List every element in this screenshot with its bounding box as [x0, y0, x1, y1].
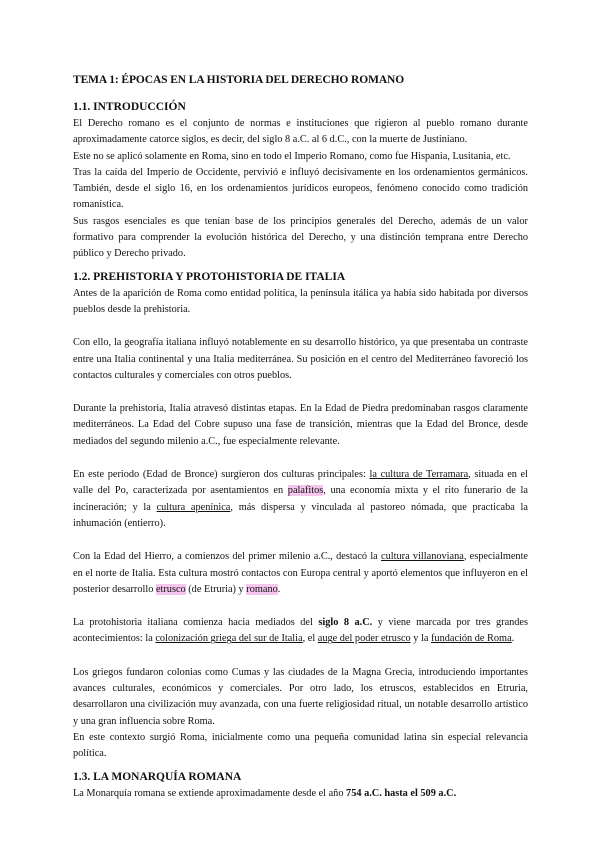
underlined-term: cultura apenínica	[156, 501, 231, 513]
section-heading-introduccion: 1.1. INTRODUCCIÓN	[73, 101, 186, 113]
paragraph: En este periodo (Edad de Bronce) surgieron dos culturas principales: la cultura de Terramara, situada en el valle del Po, caracterizada por asentamientos en palafitos, una economía mixta y el rito funerario de la incineración; y la cultura apenínica, más dispersa y vinculada al pastoreo nómada, que practicaba la inhumación (entierro).	[73, 469, 528, 529]
section-heading-prehistoria: 1.2. PREHISTORIA Y PROTOHISTORIA DE ITALIA	[73, 270, 346, 283]
bold-term: 754 a.C. hasta el 509 a.C.	[346, 787, 457, 799]
paragraph: Este no se aplicó solamente en Roma, sino en todo el Imperio Romano, como fue Hispania, Lusitania, etc.	[73, 150, 511, 162]
highlighted-term: romano	[246, 583, 278, 595]
underlined-term: cultura villanoviana	[381, 551, 464, 563]
paragraph: La protohistoria italiana comienza hacia mediados del siglo 8 a.C. y viene marcada por tres grandes acontecimientos: la colonización griega del sur de Italia, el auge del poder etrusco y la fundación de Roma.	[73, 617, 529, 645]
paragraph: Antes de la aparición de Roma como entidad política, la península itálica ya había sido habitada por diversos pueblos desde la prehistoria.	[73, 287, 528, 315]
highlighted-term: etrusco	[155, 583, 186, 595]
bold-term: siglo 8 a.C.	[318, 617, 373, 629]
paragraph: Tras la caída del Imperio de Occidente, pervivió e influyó decisivamente en los ordenamientos germánicos. También, desde el siglo 16, en los ordenamientos jurídicos europeos, fenómeno conocido como tradición romanística.	[73, 166, 528, 211]
document-body	[73, 74, 528, 802]
underlined-term: auge del poder etrusco	[317, 633, 411, 645]
paragraph: Con la Edad del Hierro, a comienzos del primer milenio a.C., destacó la cultura villanoviana, especialmente en el norte de Italia. Esta cultura mostró contactos con Europa central y aportó elementos que influyeron en el posterior desarrollo etrusco (de Etruria) y romano.	[73, 551, 529, 595]
document-title: TEMA 1: ÉPOCAS EN LA HISTORIA DEL DERECHO ROMANO	[73, 74, 405, 86]
underlined-term: la cultura de Terramara	[369, 469, 469, 481]
paragraph: Sus rasgos esenciales es que tenían base de los principios generales del Derecho, además de un valor formativo para comprender la evolución histórica del Derecho, y una distinción temprana entre Derecho público y Derecho privado.	[73, 215, 528, 260]
paragraph: La Monarquía romana se extiende aproximadamente desde el año 754 a.C. hasta el 509 a.C.	[73, 787, 457, 799]
paragraph: Con ello, la geografía italiana influyó notablemente en su desarrollo histórico, ya que presentaba un contraste entre una Italia continental y una Italia mediterránea. Su posición en el centro del Mediterráneo favoreció los contactos culturales y comerciales con otros pueblos.	[73, 337, 528, 381]
underlined-term: fundación de Roma	[431, 633, 512, 645]
underlined-term: colonización griega del sur de Italia	[155, 633, 303, 645]
paragraph: En este contexto surgió Roma, inicialmente como una pequeña comunidad latina sin especial relevancia política.	[73, 731, 528, 760]
highlighted-term: palafitos	[287, 485, 324, 497]
paragraph: El Derecho romano es el conjunto de normas e instituciones que rigieron al pueblo romano durante aproximadamente catorce siglos, es decir, del siglo 8 a.C. al 6 d.C., con la muerte de Justiniano.	[73, 118, 528, 146]
paragraph: Durante la prehistoria, Italia atravesó distintas etapas. En la Edad de Piedra predominaban rasgos claramente mediterráneos. La Edad del Cobre supuso una fase de transición, mientras que la Edad del Bronce, desde mediados del segundo milenio a.C., fue especialmente relevante.	[73, 403, 528, 447]
paragraph: Los griegos fundaron colonias como Cumas y las ciudades de la Magna Grecia, introduciendo importantes avances culturales, económicos y comerciales. Por otro lado, los etruscos, establecidos en Etruria, desarrollaron una civilización muy avanzada, con una fuerte religiosidad ritual, un notable desarrollo artístico y una gran influencia sobre Roma.	[73, 666, 528, 727]
section-heading-monarquia: 1.3. LA MONARQUÍA ROMANA	[73, 770, 242, 783]
